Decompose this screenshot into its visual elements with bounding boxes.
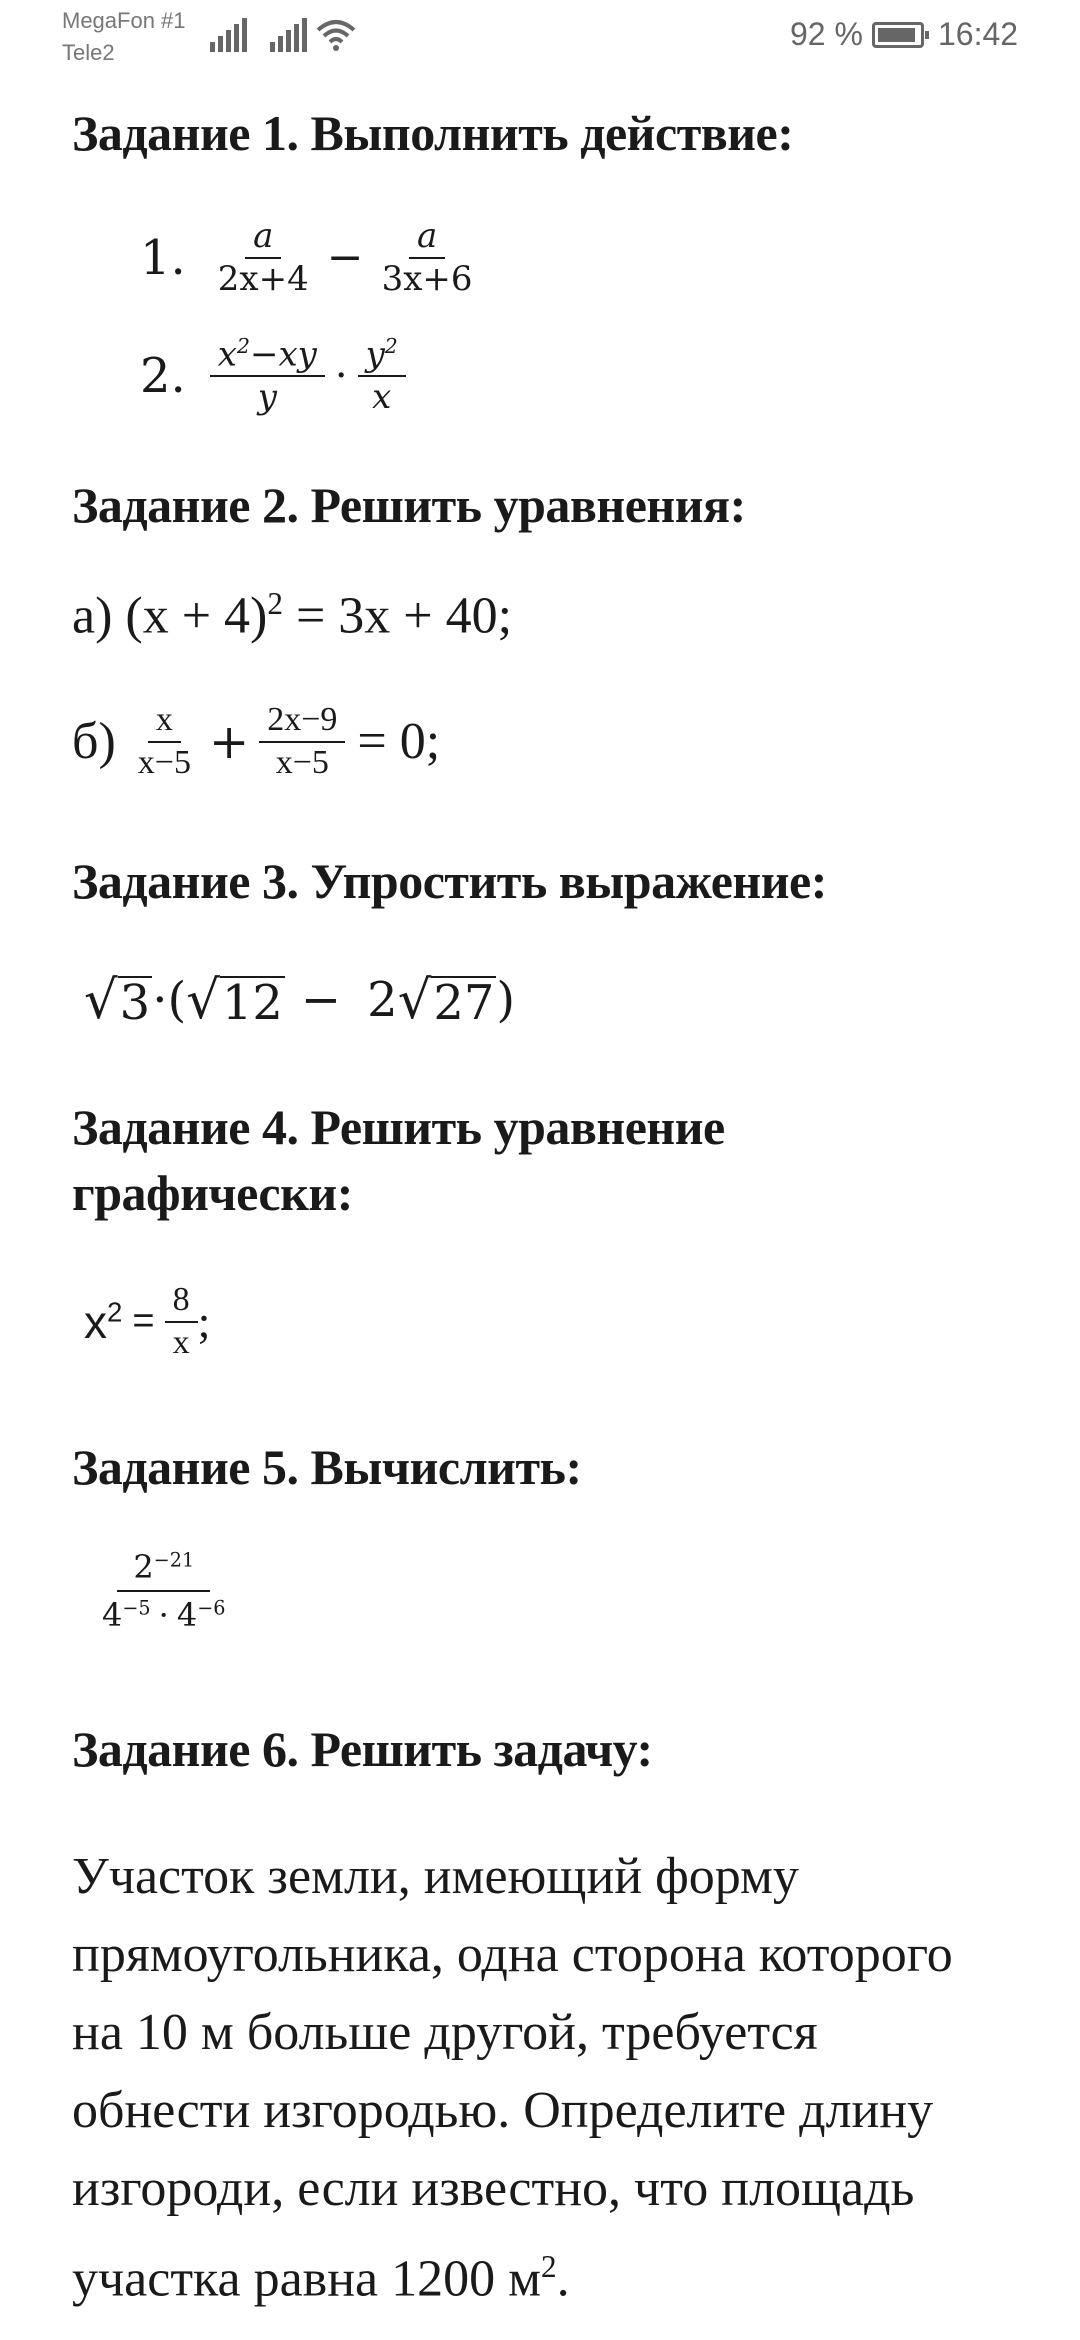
fraction-denominator: x−5 (137, 743, 191, 781)
task4-heading-line1: Задание 4. Решить уравнение (72, 1099, 725, 1155)
item-number: 2. (140, 347, 186, 404)
fraction-denominator: x−5 (275, 743, 329, 781)
task2-equation-a: а) $(x + 4)^2 = 3x + 40$; (72, 586, 513, 645)
label: б) (72, 713, 116, 771)
paragraph-line: Участок земли, имеющий форму (72, 1848, 799, 1905)
task4-equation: $x^2$ = $\frac{8}{x}$ ; (84, 1280, 210, 1364)
fraction-denominator: x (172, 1323, 190, 1361)
task3-heading: Задание 3. Упростить выражение: (72, 853, 827, 909)
wifi-icon (316, 18, 356, 52)
signal-icon (270, 18, 310, 54)
fraction (358, 334, 406, 418)
clock: 16:42 (938, 16, 1019, 52)
operator: + (208, 713, 250, 770)
sqrt: √ 27 (397, 970, 495, 1032)
paragraph-line: на 10 м больше другой, требуется (72, 2004, 818, 2061)
fraction (210, 334, 325, 418)
sqrt: √ 3 (84, 970, 151, 1032)
task1-item-1 (140, 216, 481, 300)
fraction-denominator: y (257, 377, 277, 418)
battery-icon (872, 22, 924, 48)
operator: − (326, 232, 364, 284)
fraction (259, 700, 345, 784)
fraction-numerator: a (409, 216, 445, 259)
task1-heading: Задание 1. Выполнить действие: (72, 105, 794, 161)
operator-2: Tele2 (62, 40, 115, 65)
fraction-denominator: $4^{-5} \cdot 4^{-6}$ (102, 1596, 226, 1635)
fraction (165, 1280, 198, 1364)
fraction (86, 1548, 241, 1635)
sqrt: √ 12 (186, 970, 283, 1032)
task3-expression: √ 3 ·( √ 12 − 2 √ 27 ) (84, 970, 516, 1032)
fraction-denominator: 2x+4 (217, 258, 309, 299)
fraction-denominator: x (372, 377, 392, 418)
fraction-numerator: x (148, 700, 181, 743)
fraction-numerator: $2^{-21}$ (117, 1548, 210, 1592)
task5-heading: Задание 5. Вычислить: (72, 1439, 582, 1495)
task2-equation-b (72, 700, 440, 784)
task2-heading: Задание 2. Решить уравнения: (72, 477, 746, 533)
fraction-denominator: 3x+6 (381, 258, 473, 299)
paragraph-line: обнести изгородью. Определите длину (72, 2082, 934, 2139)
task6-text (72, 1838, 953, 2318)
fraction-numerator: $x^2-xy$ (210, 334, 325, 377)
paragraph-line: прямоугольника, одна сторона которого (72, 1926, 953, 1983)
fraction (374, 216, 481, 300)
equation-rhs: = 0; (357, 713, 441, 771)
fraction (210, 216, 317, 300)
paragraph-line: изгороди, если известно, что площадь (72, 2160, 915, 2217)
item-number: 1. (140, 229, 186, 286)
operator-1: MegaFon #1 (62, 8, 186, 33)
fraction-numerator: $y^2$ (358, 334, 406, 377)
task5-expression (86, 1548, 241, 1635)
paragraph-line: участка равна 1200 $м^2$. (72, 2249, 570, 2308)
fraction-numerator: 2x−9 (259, 700, 345, 743)
task6-heading: Задание 6. Решить задачу: (72, 1721, 653, 1777)
signal-icon (210, 18, 250, 54)
operator: · (334, 352, 348, 399)
fraction-numerator: a (245, 216, 281, 259)
fraction-numerator: 8 (165, 1280, 198, 1323)
fraction (130, 700, 199, 784)
battery-percent: 92 % (790, 16, 863, 52)
task4-heading-line2: графически: (72, 1165, 353, 1221)
task1-item-2 (140, 334, 406, 418)
